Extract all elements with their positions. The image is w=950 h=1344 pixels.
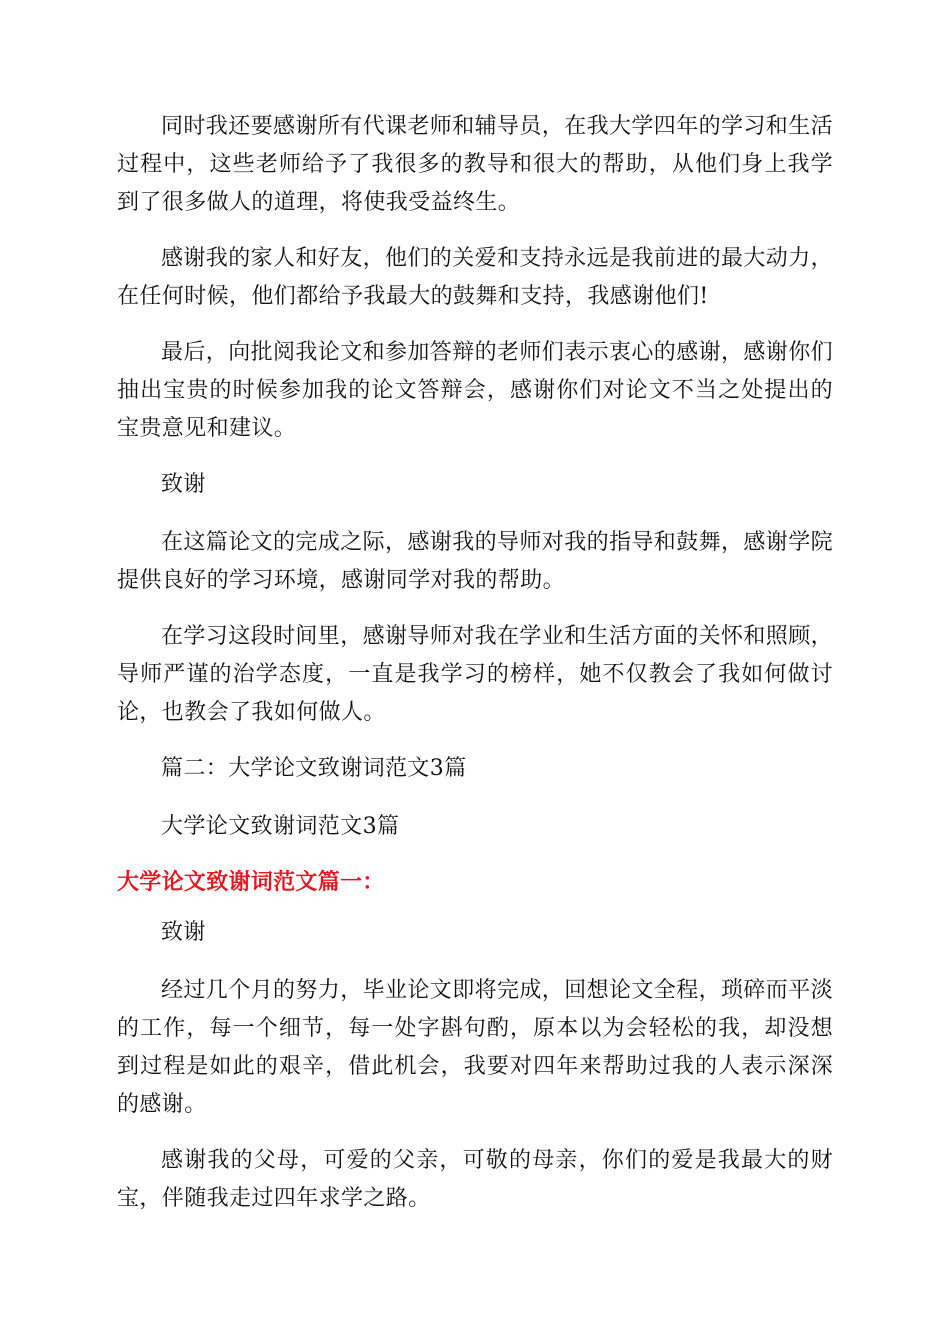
section-label-acknowledgement-2: 致谢 [161,920,206,945]
paragraph-thanks-advisor: 在这篇论文的完成之际，感谢我的导师对我的指导和鼓舞，感谢学院提供良好的学习环境，感谢同学对我的帮助。 [117,530,834,593]
paragraph-thanks-family: 感谢我的家人和好友，他们的关爱和支持永远是我前进的最大动力，在任何时候，他们都给予我最大的鼓舞和支持，我感谢他们! [117,246,834,309]
section-label-acknowledgement: 致谢 [161,472,206,497]
section-title-part-two: 篇二：大学论文致谢词范文3篇 [161,756,467,781]
paragraph-study-period: 在学习这段时间里，感谢导师对我在学业和生活方面的关怀和照顾，导师严谨的治学态度，一直是我学习的榜样，她不仅教会了我如何做讨论，也教会了我如何做人。 [117,624,834,725]
section-subtitle: 大学论文致谢词范文3篇 [161,814,400,839]
paragraph-thanks-teachers: 同时我还要感谢所有代课老师和辅导员，在我大学四年的学习和生活过程中，这些老师给予了我很多的教导和很大的帮助，从他们身上我学到了很多做人的道理，将使我受益终生。 [117,114,834,215]
paragraph-thanks-reviewers: 最后，向批阅我论文和参加答辩的老师们表示衷心的感谢，感谢你们抽出宝贵的时候参加我的论文答辩会，感谢你们对论文不当之处提出的宝贵意见和建议。 [117,340,834,441]
paragraph-months-of-effort: 经过几个月的努力，毕业论文即将完成，回想论文全程，琐碎而平淡的工作，每一个细节，每一处字斟句酌，原本以为会轻松的我，却没想到过程是如此的艰辛，借此机会，我要对四年来帮助过我的人表示深深的感谢。 [117,978,834,1117]
document-body [117,108,833,1236]
paragraph-thanks-parents: 感谢我的父母，可爱的父亲，可敬的母亲，你们的爱是我最大的财宝，伴随我走过四年求学之路。 [117,1148,833,1211]
red-heading-article-one: 大学论文致谢词范文篇一： [117,870,385,895]
